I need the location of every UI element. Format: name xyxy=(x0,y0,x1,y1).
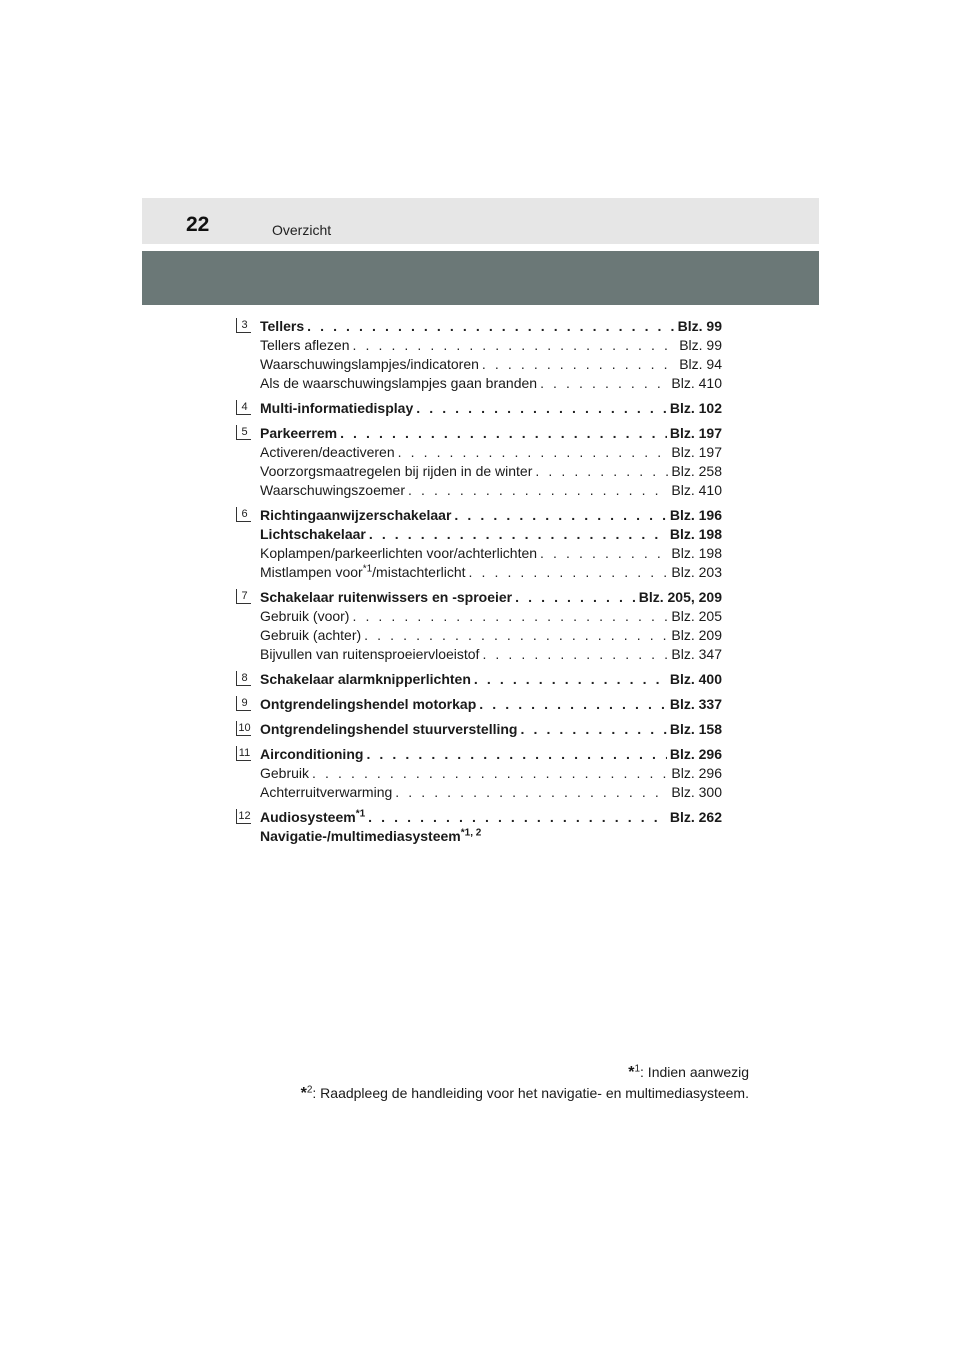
entry-label: Multi-informatiedisplay xyxy=(260,400,414,416)
page-reference[interactable]: Blz. 196 xyxy=(669,507,722,523)
page-reference[interactable]: Blz. 205 xyxy=(671,608,722,624)
toc-subentry[interactable] xyxy=(260,444,722,463)
entry-label: Tellers xyxy=(260,318,305,334)
callout-number-badge: 5 xyxy=(236,425,251,440)
page-reference[interactable]: Blz. 258 xyxy=(671,463,722,479)
entry-label: Navigatie-/multimediasysteem$^{*1, 2}$ xyxy=(260,827,482,844)
callout-number-badge: 6 xyxy=(236,507,251,522)
toc-group xyxy=(236,589,722,665)
toc-entry[interactable] xyxy=(260,671,722,690)
callout-number-badge: 9 xyxy=(236,696,251,711)
toc-group xyxy=(236,507,722,583)
footnote-asterisk: * xyxy=(300,1085,307,1102)
toc-subentry[interactable] xyxy=(260,564,722,583)
toc-entry[interactable] xyxy=(260,507,722,526)
page-reference[interactable]: Blz. 209 xyxy=(671,627,722,643)
toc-entry[interactable] xyxy=(260,589,722,608)
toc-group xyxy=(236,696,722,715)
entry-label: Airconditioning xyxy=(260,746,364,762)
footnote-text: : Indien aanwezig xyxy=(640,1064,749,1080)
toc-subentry[interactable] xyxy=(260,337,722,356)
footnote-reference: *1, 2 xyxy=(460,827,482,839)
page-reference[interactable]: Blz. 197 xyxy=(669,425,722,441)
toc-entry[interactable] xyxy=(260,746,722,765)
page-reference[interactable]: Blz. 410 xyxy=(671,375,722,391)
toc-subentry[interactable] xyxy=(260,646,722,665)
entry-label: Mistlampen voor$^{*1}$/mistachterlicht xyxy=(260,563,466,580)
dot-leader xyxy=(416,400,667,416)
footnotes xyxy=(301,1062,749,1104)
callout-number-badge: 8 xyxy=(236,671,251,686)
section-banner xyxy=(142,251,819,305)
footnote-number: 1 xyxy=(634,1063,641,1075)
callout-number-badge: 11 xyxy=(236,746,251,761)
dot-leader xyxy=(454,507,666,523)
entry-label: Voorzorgsmaatregelen bij rijden in de winter xyxy=(260,463,533,479)
dot-leader xyxy=(398,444,669,460)
callout-number-badge: 10 xyxy=(236,721,251,736)
toc-entry[interactable] xyxy=(260,318,722,337)
entry-label: Als de waarschuwingslampjes gaan branden xyxy=(260,375,538,391)
section-title: Overzicht xyxy=(272,222,332,238)
page-reference[interactable]: Blz. 203 xyxy=(671,564,722,580)
dot-leader xyxy=(368,809,667,825)
dot-leader xyxy=(520,721,666,737)
dot-leader xyxy=(395,784,668,800)
toc-group xyxy=(236,671,722,690)
dot-leader xyxy=(366,746,666,762)
dot-leader xyxy=(340,425,667,441)
dot-leader xyxy=(369,526,667,542)
toc-subentry[interactable] xyxy=(260,375,722,394)
toc-group xyxy=(236,809,722,847)
page-reference[interactable]: Blz. 347 xyxy=(671,646,722,662)
callout-number-badge: 3 xyxy=(236,318,251,333)
toc-entry[interactable] xyxy=(260,721,722,740)
page-reference[interactable]: Blz. 296 xyxy=(669,746,722,762)
footnote-asterisk: * xyxy=(628,1064,635,1081)
footnote xyxy=(301,1062,749,1083)
dot-leader xyxy=(474,671,667,687)
dot-leader xyxy=(479,696,667,712)
dot-leader xyxy=(353,337,677,353)
toc-entry[interactable] xyxy=(260,526,722,545)
entry-label: Waarschuwingslampjes/indicatoren xyxy=(260,356,479,372)
entry-label: Achterruitverwarming xyxy=(260,784,393,800)
entry-label: Schakelaar ruitenwissers en -sproeier xyxy=(260,589,513,605)
footnote xyxy=(301,1083,749,1104)
entry-label: Bijvullen van ruitensproeiervloeistof xyxy=(260,646,480,662)
dot-leader xyxy=(469,564,669,580)
header-band xyxy=(142,198,819,244)
dot-leader xyxy=(540,545,668,561)
footnote-reference: *1 xyxy=(355,808,366,820)
toc-subentry[interactable] xyxy=(260,627,722,646)
dot-leader xyxy=(352,608,668,624)
dot-leader xyxy=(408,482,668,498)
footnote-number: 2 xyxy=(306,1084,313,1096)
page-reference[interactable]: Blz. 94 xyxy=(679,356,722,372)
page-reference[interactable]: Blz. 262 xyxy=(669,809,722,825)
entry-label: Gebruik (achter) xyxy=(260,627,362,643)
entry-label: Waarschuwingszoemer xyxy=(260,482,405,498)
entry-label: Richtingaanwijzerschakelaar xyxy=(260,507,452,523)
callout-number-badge: 7 xyxy=(236,589,251,604)
entry-label: Gebruik (voor) xyxy=(260,608,350,624)
page-reference[interactable]: Blz. 99 xyxy=(677,318,722,334)
toc-group xyxy=(236,400,722,419)
toc-entry[interactable] xyxy=(260,809,722,828)
entry-label: Schakelaar alarmknipperlichten xyxy=(260,671,471,687)
entry-label: Parkeerrem xyxy=(260,425,338,441)
page-number: 22 xyxy=(186,213,210,236)
entry-label: Audiosysteem$^{*1}$ xyxy=(260,808,366,825)
dot-leader xyxy=(312,765,668,781)
entry-label: Koplampen/parkeerlichten voor/achterlichten xyxy=(260,545,538,561)
callout-number-badge: 12 xyxy=(236,809,251,824)
toc-entry[interactable] xyxy=(260,425,722,444)
toc-entry[interactable] xyxy=(260,828,722,847)
toc-subentry[interactable] xyxy=(260,463,722,482)
dot-leader xyxy=(535,463,668,479)
dot-leader xyxy=(307,318,675,334)
entry-label: Activeren/deactiveren xyxy=(260,444,395,460)
toc-group xyxy=(236,721,722,740)
page-reference[interactable]: Blz. 296 xyxy=(671,765,722,781)
toc-subentry[interactable] xyxy=(260,765,722,784)
toc-subentry[interactable] xyxy=(260,608,722,627)
page-reference[interactable]: Blz. 158 xyxy=(669,721,722,737)
entry-label: Ontgrendelingshendel stuurverstelling xyxy=(260,721,518,737)
page-reference[interactable]: Blz. 197 xyxy=(671,444,722,460)
entry-label: Gebruik xyxy=(260,765,310,781)
dot-leader xyxy=(515,589,636,605)
dot-leader xyxy=(540,375,668,391)
toc-subentry[interactable] xyxy=(260,784,722,803)
page-reference[interactable]: Blz. 300 xyxy=(671,784,722,800)
entry-label: Lichtschakelaar xyxy=(260,526,366,542)
toc-subentry[interactable] xyxy=(260,482,722,501)
toc-group xyxy=(236,318,722,394)
dot-leader xyxy=(482,356,676,372)
toc-group xyxy=(236,746,722,803)
table-of-contents xyxy=(236,318,722,847)
page-reference[interactable]: Blz. 400 xyxy=(669,671,722,687)
callout-number-badge: 4 xyxy=(236,400,251,415)
toc-entry[interactable] xyxy=(260,696,722,715)
page-reference[interactable]: Blz. 102 xyxy=(669,400,722,416)
toc-subentry[interactable] xyxy=(260,356,722,375)
page-reference[interactable]: Blz. 337 xyxy=(669,696,722,712)
page-reference[interactable]: Blz. 198 xyxy=(671,545,722,561)
entry-label: Ontgrendelingshendel motorkap xyxy=(260,696,477,712)
page-reference[interactable]: Blz. 99 xyxy=(679,337,722,353)
footnote-reference: *1 xyxy=(362,563,373,575)
page-reference[interactable]: Blz. 410 xyxy=(671,482,722,498)
page-reference[interactable]: Blz. 205, 209 xyxy=(638,589,722,605)
toc-group xyxy=(236,425,722,501)
toc-subentry[interactable] xyxy=(260,545,722,564)
entry-label: Tellers aflezen xyxy=(260,337,350,353)
footnote-text: : Raadpleeg de handleiding voor het navigatie- en multimediasysteem. xyxy=(312,1085,749,1101)
toc-entry[interactable] xyxy=(260,400,722,419)
page-reference[interactable]: Blz. 198 xyxy=(669,526,722,542)
dot-leader xyxy=(364,627,668,643)
dot-leader xyxy=(482,646,668,662)
